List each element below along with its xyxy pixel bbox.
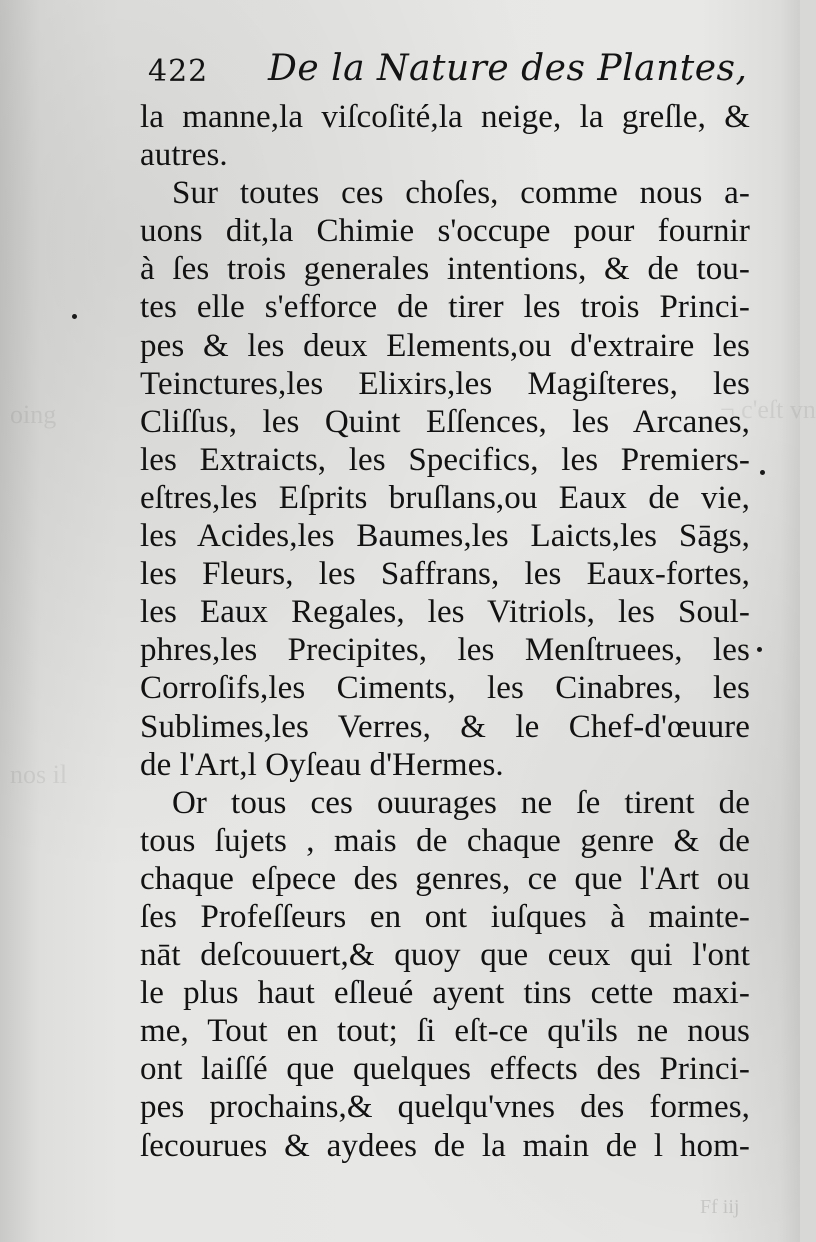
text-line: pes prochains,& quelqu'vnes des formes,	[140, 1089, 750, 1126]
text-line: les Eaux Regales, les Vitriols, les Soul-	[140, 594, 750, 631]
text-line: les Fleurs, les Saffrans, les Eaux-fortes,	[140, 556, 750, 593]
text-line: la manne,la viſcoſité,la neige, la greſle, &	[140, 99, 750, 135]
text-line: pes & les deux Elements,ou d'extraire les	[140, 327, 750, 364]
text-line: les Acides,les Baumes,les Laicts,les Sāgs,	[140, 518, 750, 555]
text-line: de l'Art,l Oyſeau d'Hermes.	[140, 746, 504, 783]
margin-dot	[757, 647, 762, 652]
text-line: ont laiſſé que quelques effects des Princi-	[140, 1051, 750, 1088]
text-line: uons dit,la Chimie s'occupe pour fournir	[140, 213, 750, 250]
running-title: De la Nature des Plantes,	[268, 48, 748, 89]
text-line: me, Tout en tout; ſi eſt-ce qu'ils ne nous	[140, 1013, 750, 1050]
text-line: Corroſifs,les Ciments, les Cinabres, les	[140, 670, 750, 707]
text-line: chaque eſpece des genres, ce que l'Art ou	[140, 860, 750, 897]
text-line: ſecourues & aydees de la main de l hom-	[140, 1127, 750, 1164]
show-through-bleed: ¬ c'eſt vn	[720, 395, 816, 424]
text-line: autres.	[140, 137, 228, 174]
text-line: Or tous ces ouurages ne ſe tirent de	[172, 784, 750, 821]
text-line: Sur toutes ces choſes, comme nous a-	[172, 175, 750, 212]
text-line: phres,les Precipites, les Menſtruees, les	[140, 632, 750, 669]
text-line: nāt deſcouuert,& quoy que ceux qui l'ont	[140, 937, 750, 974]
text-line: eſtres,les Eſprits bruſlans,ou Eaux de vie,	[140, 479, 750, 516]
text-line: ſes Profeſſeurs en ont iuſques à mainte-	[140, 898, 750, 935]
show-through-bleed: nos il	[10, 760, 68, 789]
text-line: tous ſujets , mais de chaque genre & de	[140, 822, 750, 859]
body-text	[140, 98, 750, 1165]
show-through-bleed: oing	[10, 400, 57, 429]
printer-signature-bleed: Ff iij	[700, 1196, 740, 1218]
text-line: tes elle s'efforce de tirer les trois Princi-	[140, 289, 750, 326]
margin-dot	[72, 314, 77, 319]
text-line: le plus haut eſleué ayent tins cette maxi-	[140, 975, 750, 1012]
page-number: 422	[148, 54, 209, 89]
text-line: Sublimes,les Verres, & le Chef-d'œuure	[140, 708, 750, 745]
running-header	[148, 44, 748, 96]
text-line: Cliſſus, les Quint Eſſences, les Arcanes,	[140, 403, 750, 440]
text-line: à ſes trois generales intentions, & de tou-	[140, 251, 750, 288]
text-line: les Extraicts, les Specifics, les Premiers-	[140, 441, 750, 478]
margin-dot	[760, 470, 765, 475]
text-line: Teinctures,les Elixirs,les Magiſteres, les	[140, 365, 750, 402]
